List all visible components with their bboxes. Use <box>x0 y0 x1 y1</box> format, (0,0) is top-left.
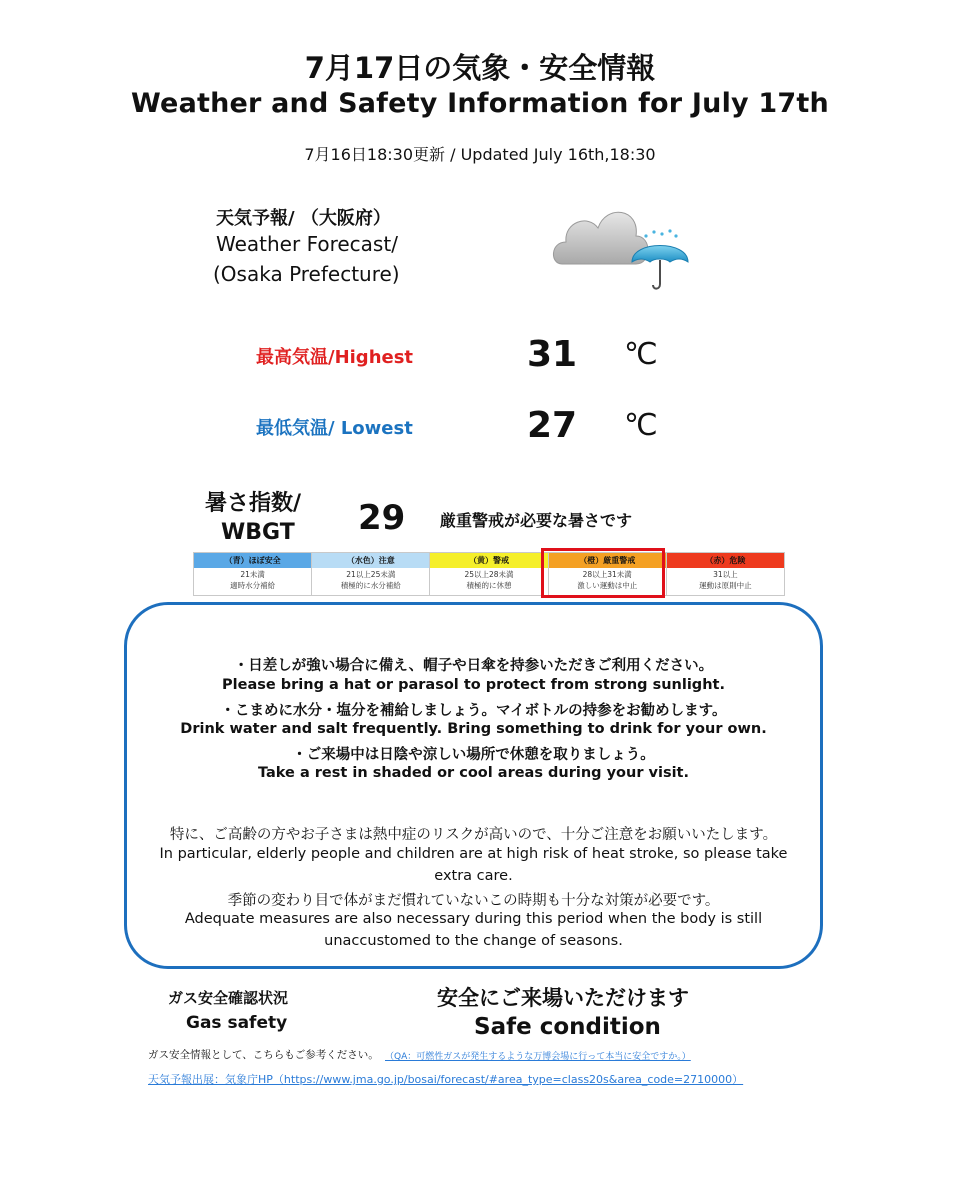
page-title-ja: 7月17日の気象・安全情報 <box>304 51 656 85</box>
advice-line: ・ご来場中は日陰や涼しい場所で休憩を取りましょう。 <box>292 747 655 763</box>
wbgt-scale-advice: 適時水分補給 <box>230 581 276 591</box>
low-temp-value: 27 <box>527 405 578 446</box>
wbgt-label-ja: 暑さ指数/ <box>205 491 302 516</box>
wbgt-message: 厳重警戒が必要な暑さです <box>440 511 633 530</box>
wbgt-scale-advice: 積極的に水分補給 <box>340 581 401 591</box>
forecast-region-en: (Osaka Prefecture) <box>213 262 400 286</box>
wbgt-label-en: WBGT <box>221 520 295 545</box>
wbgt-value: 29 <box>358 498 406 538</box>
note-line: Adequate measures are also necessary during this period when the body is still <box>184 911 763 927</box>
gas-safety-label-ja: ガス安全確認状況 <box>168 989 289 1007</box>
wbgt-scale-range: 21以上25未満 <box>346 570 396 579</box>
high-temp-value: 31 <box>527 334 578 375</box>
weather-icons <box>548 198 698 293</box>
wbgt-scale-segment <box>312 552 430 596</box>
wbgt-scale-range: 28以上31未満 <box>582 570 632 579</box>
wbgt-scale-segment <box>430 552 548 596</box>
advice-line: Please bring a hat or parasol to protect from strong sunlight. <box>222 677 725 693</box>
weather-source-link[interactable]: 天気予報出展：気象庁HP（https://www.jma.go.jp/bosai/forecast/#area_type=class20s&area_code=2710000） <box>148 1073 744 1086</box>
wbgt-scale-head: （赤）危険 <box>667 553 784 568</box>
wbgt-scale-range: 21未満 <box>240 570 265 579</box>
gas-safety-label-en: Gas safety <box>186 1013 288 1033</box>
advice-line: ・こまめに水分・塩分を補給しましょう。マイボトルの持参をお勧めします。 <box>220 703 727 719</box>
gas-qa-link[interactable]: （QA：可燃性ガスが発生するような万博会場に行って本当に安全ですか。） <box>385 1052 691 1062</box>
advice-line: ・日差しが強い場合に備え、帽子や日傘を持参いただきご利用ください。 <box>233 658 714 674</box>
page-title-en: Weather and Safety Information for July 17th <box>131 88 829 119</box>
low-temp-unit: ℃ <box>624 408 658 443</box>
wbgt-scale-advice: 激しい運動は中止 <box>577 581 638 591</box>
wbgt-scale-head: （青）ほぼ安全 <box>194 553 311 568</box>
forecast-label-en: Weather Forecast/ <box>216 232 398 256</box>
wbgt-scale-segment <box>193 552 312 596</box>
wbgt-scale-head: （水色）注意 <box>312 553 429 568</box>
note-line: 特に、ご高齢の方やお子さまは熱中症のリスクが高いので、十分ご注意をお願いいたします。 <box>169 827 778 843</box>
high-temp-unit: ℃ <box>624 337 658 372</box>
wbgt-current-level-highlight <box>541 548 665 598</box>
gas-status-ja: 安全にご来場いただけます <box>437 986 689 1010</box>
advice-line: Take a rest in shaded or cool areas during your visit. <box>258 765 689 781</box>
gas-reference-note: ガス安全情報として、こちらもご参考ください。 <box>148 1049 379 1061</box>
wbgt-scale <box>193 552 785 596</box>
wbgt-scale-range: 25以上28未満 <box>464 570 514 579</box>
gas-status-en: Safe condition <box>474 1014 661 1040</box>
forecast-label-ja: 天気予報/ （大阪府） <box>216 208 391 229</box>
note-line: 季節の変わり目で体がまだ慣れていないこの時期も十分な対策が必要です。 <box>227 893 720 909</box>
updated-timestamp: 7月16日18:30更新 / Updated July 16th,18:30 <box>304 145 656 164</box>
wbgt-scale-head: （橙）厳重警戒 <box>549 553 666 568</box>
wbgt-scale-advice: 運動は原則中止 <box>699 581 752 591</box>
wbgt-scale-range: 31以上 <box>713 570 738 579</box>
low-temp-label: 最低気温/ Lowest <box>256 418 413 439</box>
note-line: In particular, elderly people and children are at high risk of heat stroke, so please take <box>159 846 788 862</box>
high-temp-label: 最高気温/Highest <box>256 347 414 368</box>
wbgt-scale-segment <box>667 552 785 596</box>
note-line: unaccustomed to the change of seasons. <box>324 933 623 949</box>
note-line: extra care. <box>434 868 513 884</box>
wbgt-scale-advice: 積極的に休憩 <box>466 581 512 591</box>
advice-line: Drink water and salt frequently. Bring something to drink for your own. <box>180 721 767 737</box>
wbgt-scale-head: （黄）警戒 <box>430 553 547 568</box>
